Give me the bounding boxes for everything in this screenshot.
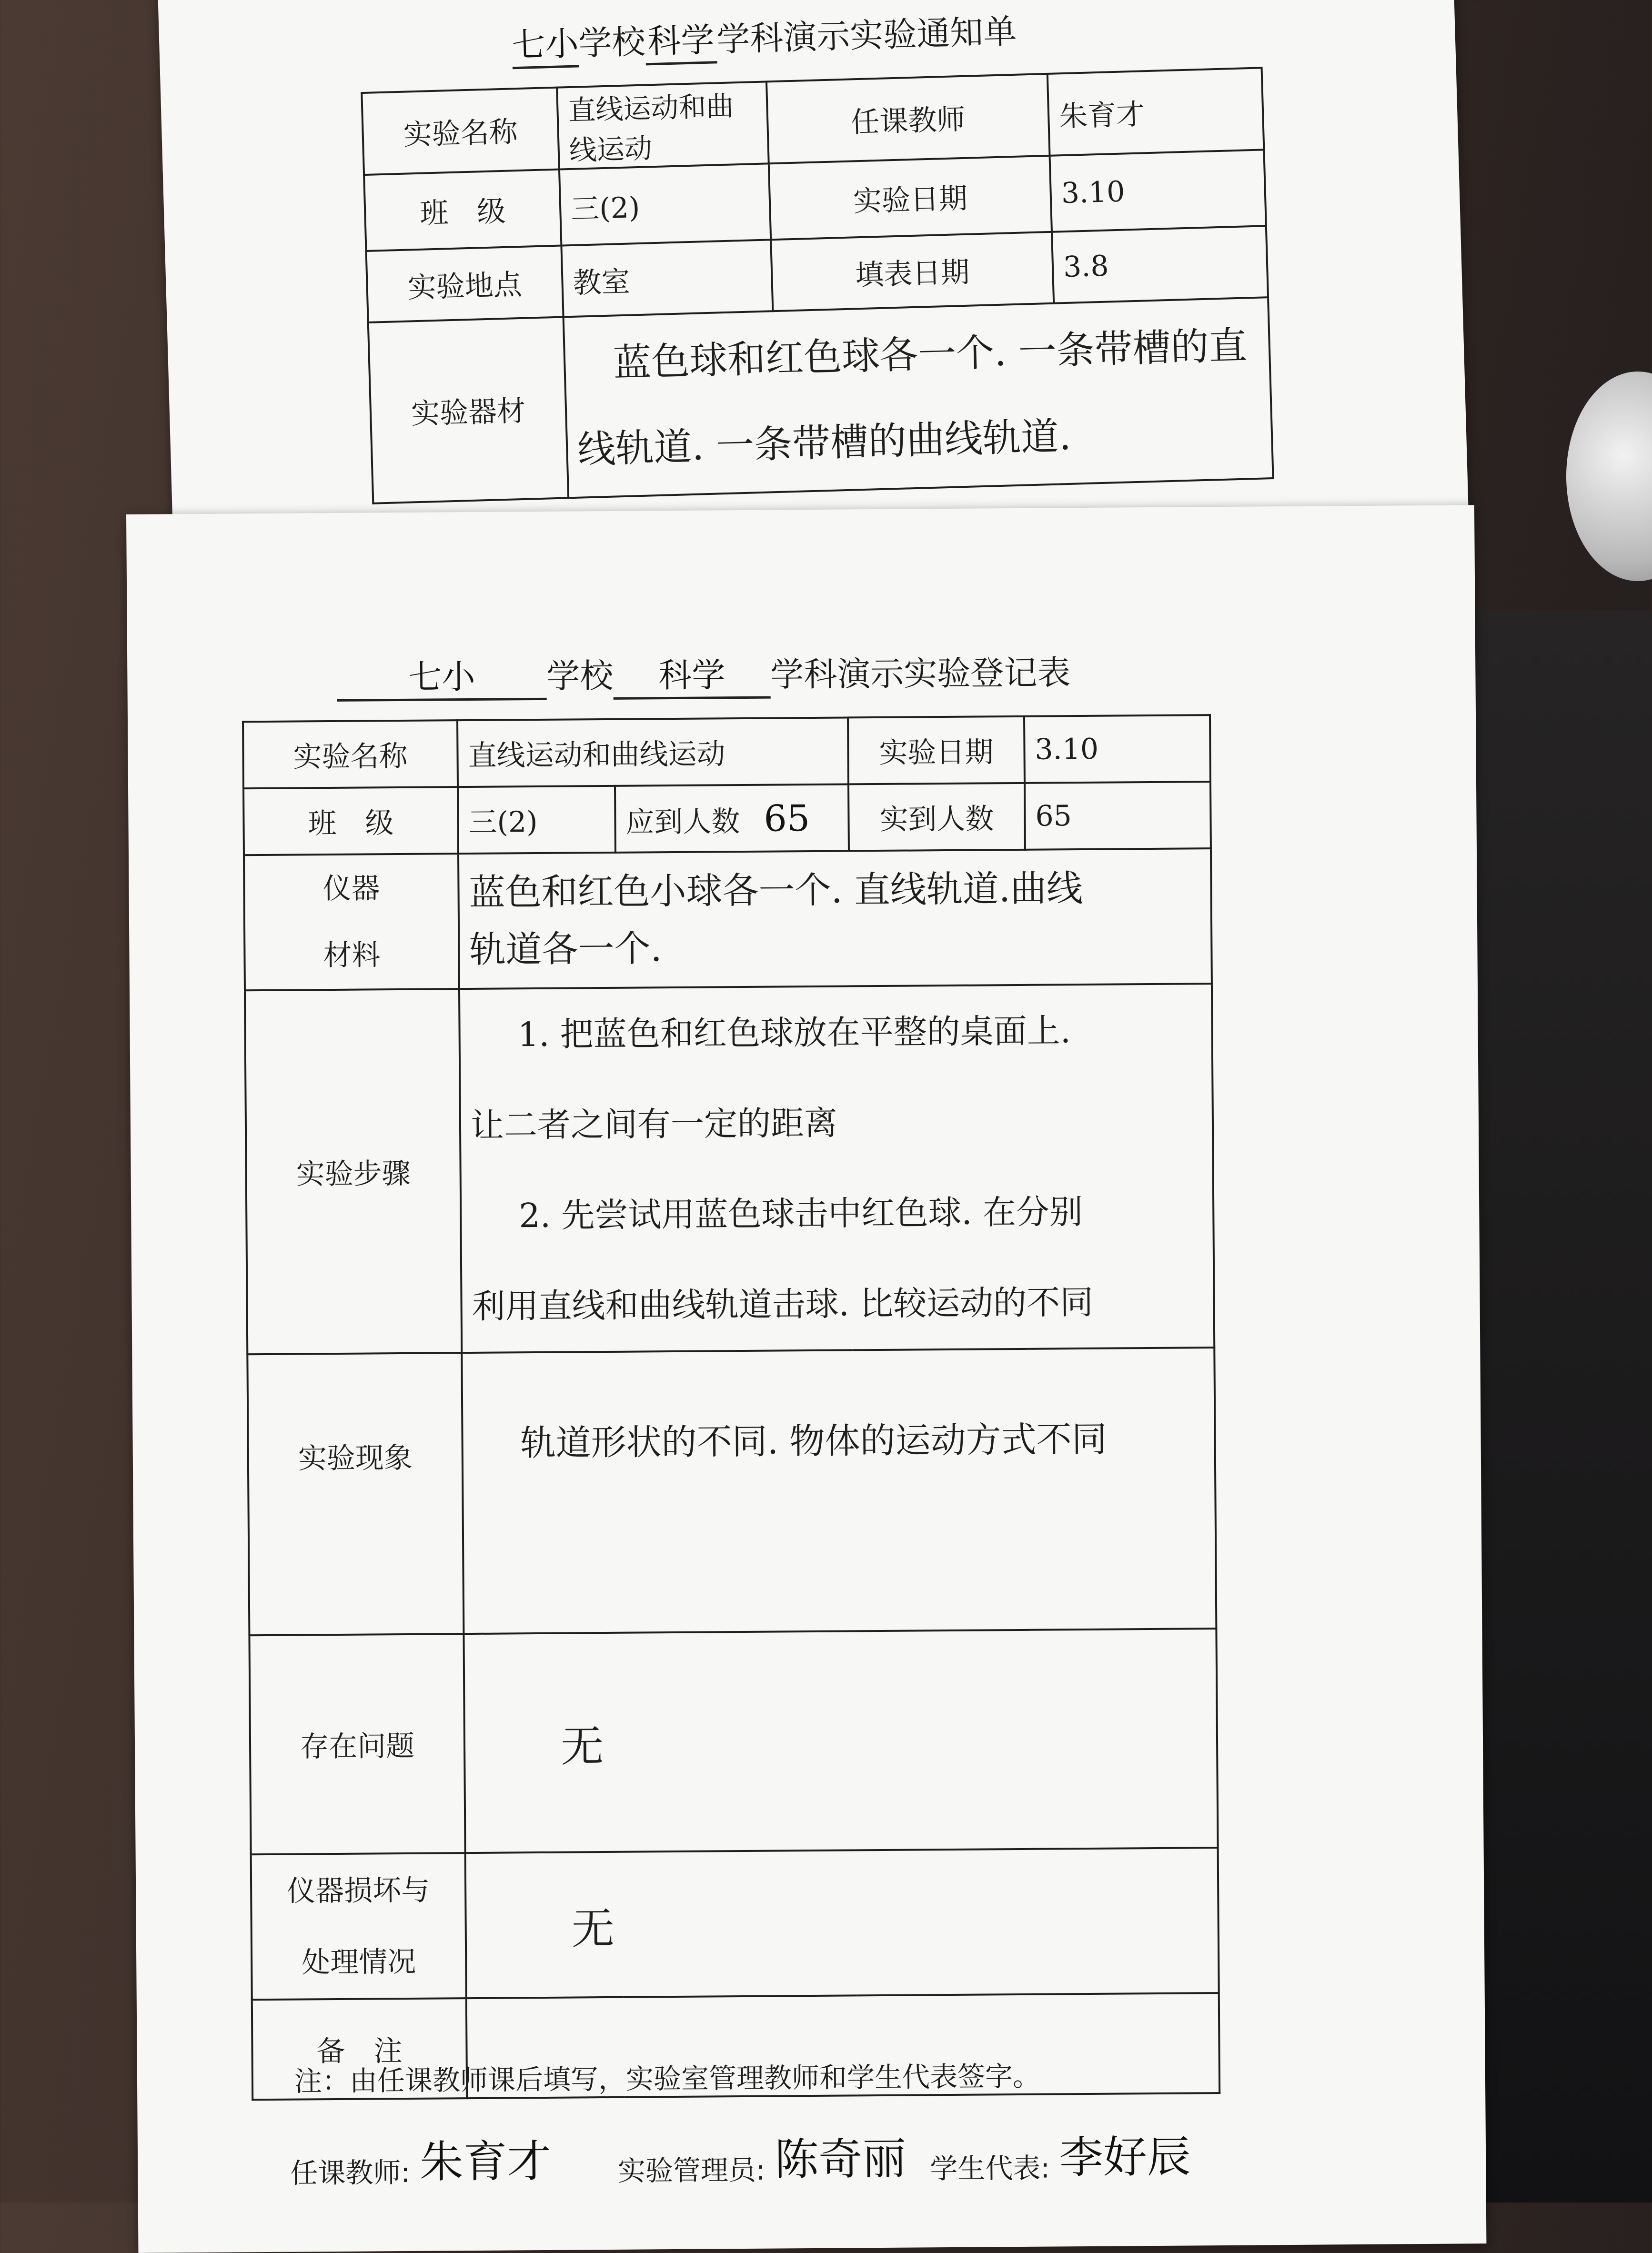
round-object: [1566, 372, 1652, 581]
record-class-label: 班 级: [243, 787, 458, 855]
record-problems-value: 无: [463, 1629, 1218, 1853]
teacher-signature: 朱育才: [419, 2135, 552, 2188]
notice-equipment-line-2: 线轨道. 一条带槽的曲线轨道.: [577, 413, 1072, 472]
record-damage-value: 无: [465, 1848, 1219, 1998]
notice-teacher-value: 朱育才: [1048, 68, 1264, 155]
notice-name-value: 直线运动和曲线运动: [557, 81, 769, 169]
notice-equipment-label: 实验器材: [368, 317, 568, 503]
record-instrument-label: [244, 854, 459, 990]
record-expected-cell: [615, 784, 849, 852]
record-name-value: 直线运动和曲线运动: [457, 717, 848, 787]
notice-school: 七小: [511, 17, 579, 69]
record-expected-value: 65: [764, 796, 810, 840]
notice-place-label: 实验地点: [366, 246, 564, 322]
record-school-suffix: 学校: [546, 656, 614, 696]
notice-name-label: 实验名称: [362, 88, 559, 175]
student-signature-label: 学生代表:: [930, 2152, 1050, 2185]
record-instrument-value: [458, 848, 1212, 989]
record-expected-label: 应到人数: [625, 805, 740, 839]
notice-fill-date-label: 填表日期: [771, 232, 1054, 311]
record-sheet: [126, 505, 1486, 2253]
record-steps-line-2: 让二者之间有一定的距离: [470, 1103, 838, 1145]
record-date-value: 3.10: [1024, 715, 1210, 783]
notice-title: [511, 5, 1017, 70]
notice-table: [361, 67, 1274, 504]
record-damage-label: [251, 1853, 466, 2000]
notice-teacher-label: 任课教师: [766, 74, 1050, 163]
notice-school-suffix: 学校: [578, 22, 646, 63]
record-signatures: [290, 2122, 1191, 2191]
record-steps-line-3: 2. 先尝试用蓝色球击中红色球. 在分别: [519, 1192, 1083, 1236]
notice-class-value: 三(2): [559, 163, 771, 245]
record-subject: 科学: [613, 648, 771, 700]
record-title-suffix: 学科演示实验登记表: [770, 653, 1071, 694]
record-remarks-label: 备 注: [252, 1998, 467, 2100]
record-class-value: 三(2): [458, 786, 615, 854]
student-signature: 李好辰: [1059, 2131, 1191, 2183]
notice-fill-date-value: 3.8: [1052, 226, 1268, 303]
record-problems-label: 存在问题: [249, 1634, 465, 1854]
notice-equipment-value: [564, 297, 1273, 498]
record-damage-label-2: 处理情况: [301, 1945, 416, 1980]
record-steps-value: [459, 984, 1214, 1353]
record-note: 注：由任课教师课后填写，实验室管理教师和学生代表签字。: [294, 2060, 1041, 2098]
record-actual-label: 实到人数: [848, 783, 1025, 851]
notice-title-suffix: 学科演示实验通知单: [716, 11, 1017, 60]
record-table: [242, 714, 1220, 2101]
record-damage-label-1: 仪器损坏与: [286, 1873, 430, 1908]
record-phenomenon-label: 实验现象: [247, 1353, 463, 1635]
record-instrument-label-2: 材料: [323, 938, 381, 973]
record-instrument-line-1: 蓝色和红色小球各一个. 直线轨道.曲线: [469, 867, 1083, 914]
notice-place-value: 教室: [561, 240, 773, 317]
record-steps-line-4: 利用直线和曲线轨道击球. 比较运动的不同: [472, 1282, 1094, 1326]
record-phenomenon-value: 轨道形状的不同. 物体的运动方式不同: [462, 1348, 1216, 1634]
notice-date-value: 3.10: [1050, 150, 1266, 232]
teacher-signature-label: 任课教师:: [290, 2156, 411, 2190]
record-school: 七小: [337, 650, 547, 702]
record-title: [337, 646, 1071, 702]
record-date-label: 实验日期: [848, 716, 1025, 785]
notice-equipment-line-1: 蓝色球和红色球各一个. 一条带槽的直: [613, 323, 1248, 385]
notice-date-label: 实验日期: [769, 156, 1052, 240]
record-instrument-label-1: 仪器: [322, 872, 380, 906]
admin-signature: 陈奇丽: [774, 2133, 907, 2185]
record-name-label: 实验名称: [243, 720, 458, 788]
record-actual-value: 65: [1025, 782, 1211, 850]
notice-class-label: 班 级: [364, 170, 561, 251]
record-steps-label: 实验步骤: [245, 989, 462, 1354]
admin-signature-label: 实验管理员:: [617, 2153, 766, 2187]
notice-sheet: [157, 0, 1469, 557]
notice-subject: 科学: [645, 13, 717, 65]
record-instrument-line-2: 轨道各一个.: [469, 927, 662, 971]
record-steps-line-1: 1. 把蓝色和红色球放在平整的桌面上.: [517, 1011, 1071, 1055]
